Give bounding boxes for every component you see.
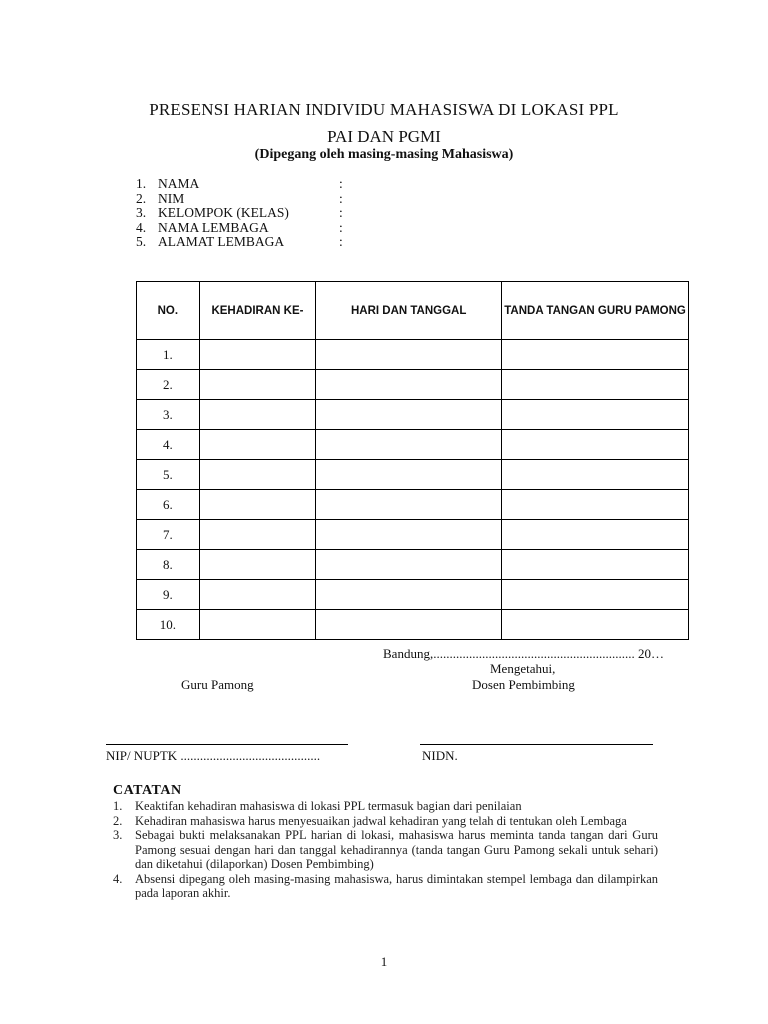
row-number: 1. [137, 340, 200, 370]
hari-tanggal-cell[interactable] [316, 430, 502, 460]
note-number: 3. [113, 828, 123, 842]
nidn-label: NIDN. [422, 748, 458, 763]
field-colon: : [339, 205, 343, 220]
kehadiran-cell[interactable] [199, 370, 316, 400]
note-number: 1. [113, 799, 123, 813]
kehadiran-cell[interactable] [199, 400, 316, 430]
tanda-tangan-cell[interactable] [502, 550, 689, 580]
tanda-tangan-cell[interactable] [502, 370, 689, 400]
attendance-table [136, 281, 689, 640]
tanda-tangan-cell[interactable] [502, 490, 689, 520]
list-item [113, 828, 658, 872]
tanda-tangan-cell[interactable] [502, 430, 689, 460]
note-text: Keaktifan kehadiran mahasiswa di lokasi PPL termasuk bagian dari penilaian [135, 799, 522, 813]
row-number: 8. [137, 550, 200, 580]
note-number: 4. [113, 871, 123, 886]
dosen-pembimbing-label: Dosen Pembimbing [472, 677, 575, 692]
field-number: 2. [136, 190, 147, 206]
identity-field-nim [136, 192, 356, 207]
row-number: 7. [137, 520, 200, 550]
dosen-signature-line [420, 744, 653, 745]
document-subtitle: (Dipegang oleh masing-masing Mahasiswa) [254, 147, 514, 162]
page-number: 1 [380, 954, 388, 969]
table-row [137, 610, 689, 640]
notes-list [113, 799, 658, 901]
tanda-tangan-cell[interactable] [502, 400, 689, 430]
row-number: 3. [137, 400, 200, 430]
mengetahui-label: Mengetahui, [490, 661, 556, 676]
table-row [137, 490, 689, 520]
identity-field-nama-lembaga [136, 221, 356, 236]
document-title: PRESENSI HARIAN INDIVIDU MAHASISWA DI LOKASI PPL [149, 100, 619, 119]
field-number: 5. [136, 234, 147, 249]
hari-tanggal-cell[interactable] [316, 400, 502, 430]
identity-field-nama [136, 177, 356, 192]
guru-pamong-signature-line [106, 744, 348, 745]
hari-tanggal-cell[interactable] [316, 490, 502, 520]
row-number: 9. [137, 580, 200, 610]
note-text: Absensi dipegang oleh masing-masing mahasiswa, harus dimintakan stempel lembaga dan dilampirkan pada laporan akhir. [135, 871, 658, 900]
table-row [137, 550, 689, 580]
guru-pamong-label: Guru Pamong [181, 677, 254, 692]
header-hari-tanggal: HARI DAN TANGGAL [316, 282, 502, 340]
table-row [137, 460, 689, 490]
identity-fields [136, 177, 356, 250]
header-kehadiran: KEHADIRAN KE- [199, 282, 316, 340]
field-colon: : [339, 219, 343, 235]
tanda-tangan-cell[interactable] [502, 610, 689, 640]
hari-tanggal-cell[interactable] [316, 370, 502, 400]
hari-tanggal-cell[interactable] [316, 580, 502, 610]
hari-tanggal-cell[interactable] [316, 460, 502, 490]
field-number: 1. [136, 176, 147, 191]
kehadiran-cell[interactable] [199, 340, 316, 370]
hari-tanggal-cell[interactable] [316, 550, 502, 580]
table-row [137, 400, 689, 430]
kehadiran-cell[interactable] [199, 610, 316, 640]
list-item [113, 799, 658, 814]
field-label: NAMA LEMBAGA [158, 219, 269, 235]
field-colon: : [339, 176, 343, 191]
row-number: 10. [137, 610, 200, 640]
table-row [137, 430, 689, 460]
hari-tanggal-cell[interactable] [316, 520, 502, 550]
note-text: Sebagai bukti melaksanakan PPL harian di lokasi, mahasiswa harus meminta tanda tangan dari Guru Pamong sesuai dengan hari dan tanggal kehadirannya (tanda tangan Guru Pamong sekali untuk sehari) dan diketahui (dilaporkan) Dosen Pembimbing) [135, 828, 658, 871]
list-item [113, 814, 658, 829]
header-tanda-tangan: TANDA TANGAN GURU PAMONG [502, 282, 689, 340]
place-date: Bandung,.............................................................. 20… [383, 646, 664, 661]
identity-field-kelompok [136, 206, 356, 221]
identity-field-alamat-lembaga [136, 235, 356, 250]
kehadiran-cell[interactable] [199, 550, 316, 580]
table-row [137, 370, 689, 400]
field-label: NAMA [158, 176, 200, 191]
table-row [137, 580, 689, 610]
table-header-row [137, 282, 689, 340]
field-label: KELOMPOK (KELAS) [158, 205, 289, 220]
field-number: 3. [136, 205, 147, 220]
kehadiran-cell[interactable] [199, 490, 316, 520]
header-no: NO. [137, 282, 200, 340]
note-text: Kehadiran mahasiswa harus menyesuaikan jadwal kehadiran yang telah di tentukan oleh Lembaga [135, 813, 627, 828]
note-number: 2. [113, 813, 123, 828]
hari-tanggal-cell[interactable] [316, 610, 502, 640]
tanda-tangan-cell[interactable] [502, 340, 689, 370]
row-number: 4. [137, 430, 200, 460]
table-row [137, 340, 689, 370]
tanda-tangan-cell[interactable] [502, 520, 689, 550]
row-number: 2. [137, 370, 200, 400]
hari-tanggal-cell[interactable] [316, 340, 502, 370]
kehadiran-cell[interactable] [199, 580, 316, 610]
kehadiran-cell[interactable] [199, 460, 316, 490]
field-label: ALAMAT LEMBAGA [158, 234, 285, 249]
row-number: 6. [137, 490, 200, 520]
tanda-tangan-cell[interactable] [502, 460, 689, 490]
table-row [137, 520, 689, 550]
tanda-tangan-cell[interactable] [502, 580, 689, 610]
kehadiran-cell[interactable] [199, 520, 316, 550]
field-colon: : [339, 234, 343, 249]
field-label: NIM [158, 190, 185, 206]
kehadiran-cell[interactable] [199, 430, 316, 460]
document-title-line2: PAI DAN PGMI [327, 127, 441, 146]
field-number: 4. [136, 219, 147, 235]
notes-title: CATATAN [113, 783, 182, 798]
nip-label: NIP/ NUPTK ........................................... [106, 748, 321, 763]
field-colon: : [339, 190, 343, 206]
list-item [113, 872, 658, 901]
row-number: 5. [137, 460, 200, 490]
